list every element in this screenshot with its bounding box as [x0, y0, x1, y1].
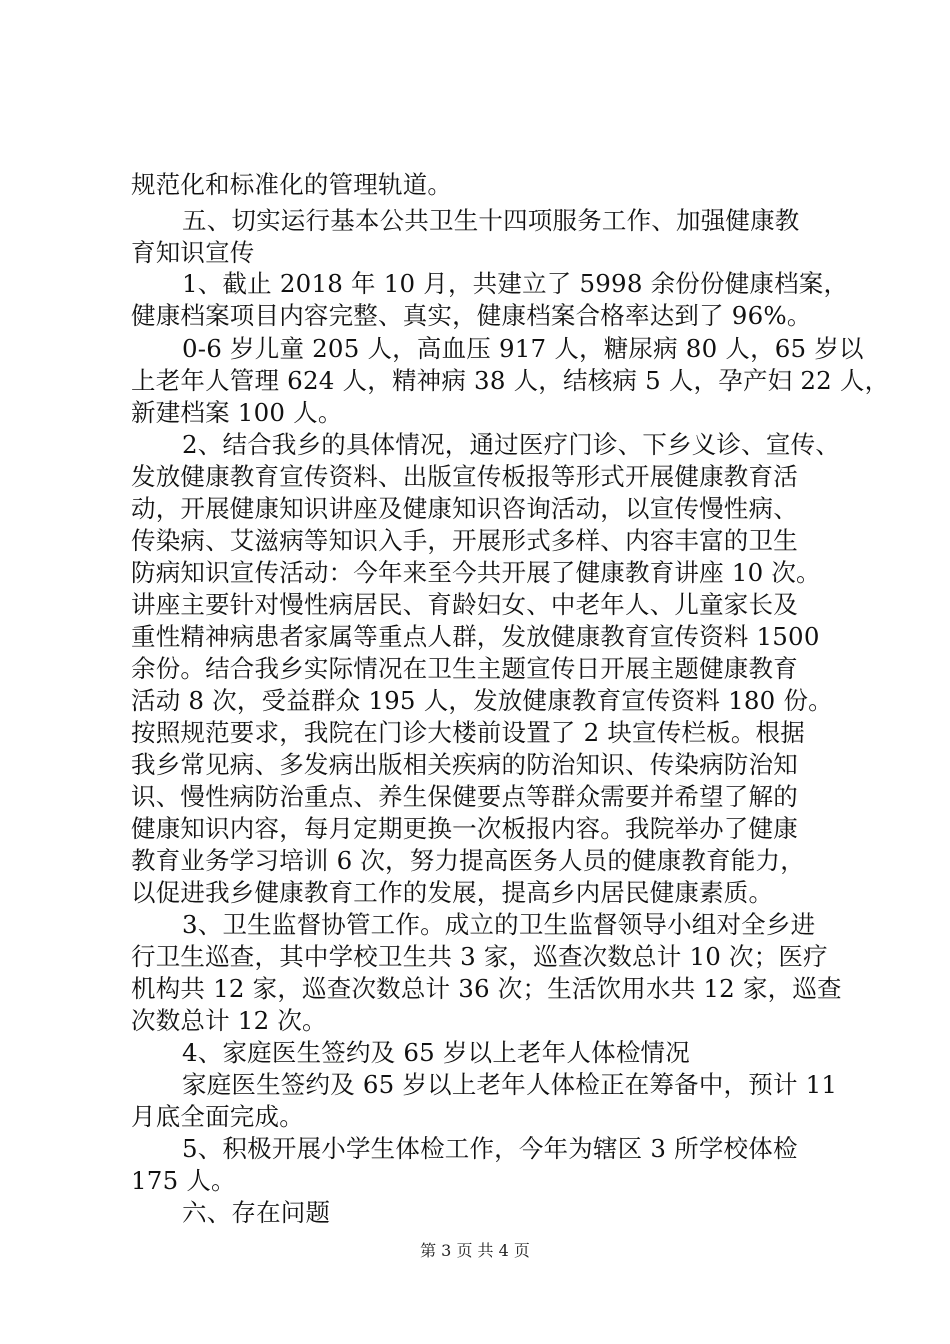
text-line: 家庭医生签约及 65 岁以上老年人体检正在筹备中，预计 11 — [182, 1070, 838, 1099]
text-line: 次数总计 12 次。 — [131, 1006, 327, 1035]
text-line: 传染病、艾滋病等知识入手，开展形式多样、内容丰富的卫生 — [131, 526, 798, 555]
section-heading-continued: 育知识宣传 — [131, 238, 255, 267]
text-line: 2、结合我乡的具体情况，通过医疗门诊、下乡义诊、宣传、 — [182, 430, 840, 459]
text-line: 5、积极开展小学生体检工作，今年为辖区 3 所学校体检 — [182, 1134, 798, 1163]
text-line: 教育业务学习培训 6 次，努力提高医务人员的健康教育能力， — [131, 846, 805, 875]
text-line: 0-6 岁儿童 205 人，高血压 917 人，糖尿病 80 人，65 岁以 — [182, 334, 864, 363]
text-line: 上老年人管理 624 人，精神病 38 人，结核病 5 人，孕产妇 22 人， — [131, 366, 890, 395]
text-line: 识、慢性病防治重点、养生保健要点等群众需要并希望了解的 — [131, 782, 798, 811]
text-line: 我乡常见病、多发病出版相关疾病的防治知识、传染病防治知 — [131, 750, 798, 779]
text-line: 1、截止 2018 年 10 月，共建立了 5998 余份份健康档案， — [182, 269, 849, 298]
text-line: 4、家庭医生签约及 65 岁以上老年人体检情况 — [182, 1038, 690, 1067]
text-line: 新建档案 100 人。 — [131, 398, 343, 427]
text-line: 防病知识宣传活动：今年来至今共开展了健康教育讲座 10 次。 — [131, 558, 821, 587]
section-heading: 五、切实运行基本公共卫生十四项服务工作、加强健康教 — [182, 206, 800, 235]
text-line: 月底全面完成。 — [131, 1102, 304, 1131]
text-line: 规范化和标准化的管理轨道。 — [131, 170, 453, 199]
text-line: 175 人。 — [131, 1166, 236, 1195]
text-line: 重性精神病患者家属等重点人群，发放健康教育宣传资料 1500 — [131, 622, 820, 651]
text-line: 讲座主要针对慢性病居民、育龄妇女、中老年人、儿童家长及 — [131, 590, 798, 619]
text-line: 行卫生巡查，其中学校卫生共 3 家，巡查次数总计 10 次；医疗 — [131, 942, 828, 971]
text-line: 活动 8 次，受益群众 195 人，发放健康教育宣传资料 180 份。 — [131, 686, 833, 715]
text-line: 机构共 12 家，巡查次数总计 36 次；生活饮用水共 12 家，巡查 — [131, 974, 842, 1003]
section-heading: 六、存在问题 — [182, 1198, 331, 1227]
text-line: 健康档案项目内容完整、真实，健康档案合格率达到了 96%。 — [131, 301, 812, 330]
text-line: 余份。结合我乡实际情况在卫生主题宣传日开展主题健康教育 — [131, 654, 798, 683]
text-line: 健康知识内容，每月定期更换一次板报内容。我院举办了健康 — [131, 814, 798, 843]
text-line: 3、卫生监督协管工作。成立的卫生监督领导小组对全乡进 — [182, 910, 816, 939]
text-line: 动，开展健康知识讲座及健康知识咨询活动，以宣传慢性病、 — [131, 494, 798, 523]
page-number-footer: 第 3 页 共 4 页 — [420, 1241, 530, 1260]
text-line: 以促进我乡健康教育工作的发展，提高乡内居民健康素质。 — [131, 878, 774, 907]
text-line: 按照规范要求，我院在门诊大楼前设置了 2 块宣传栏板。根据 — [131, 718, 805, 747]
text-line: 发放健康教育宣传资料、出版宣传板报等形式开展健康教育活 — [131, 462, 798, 491]
